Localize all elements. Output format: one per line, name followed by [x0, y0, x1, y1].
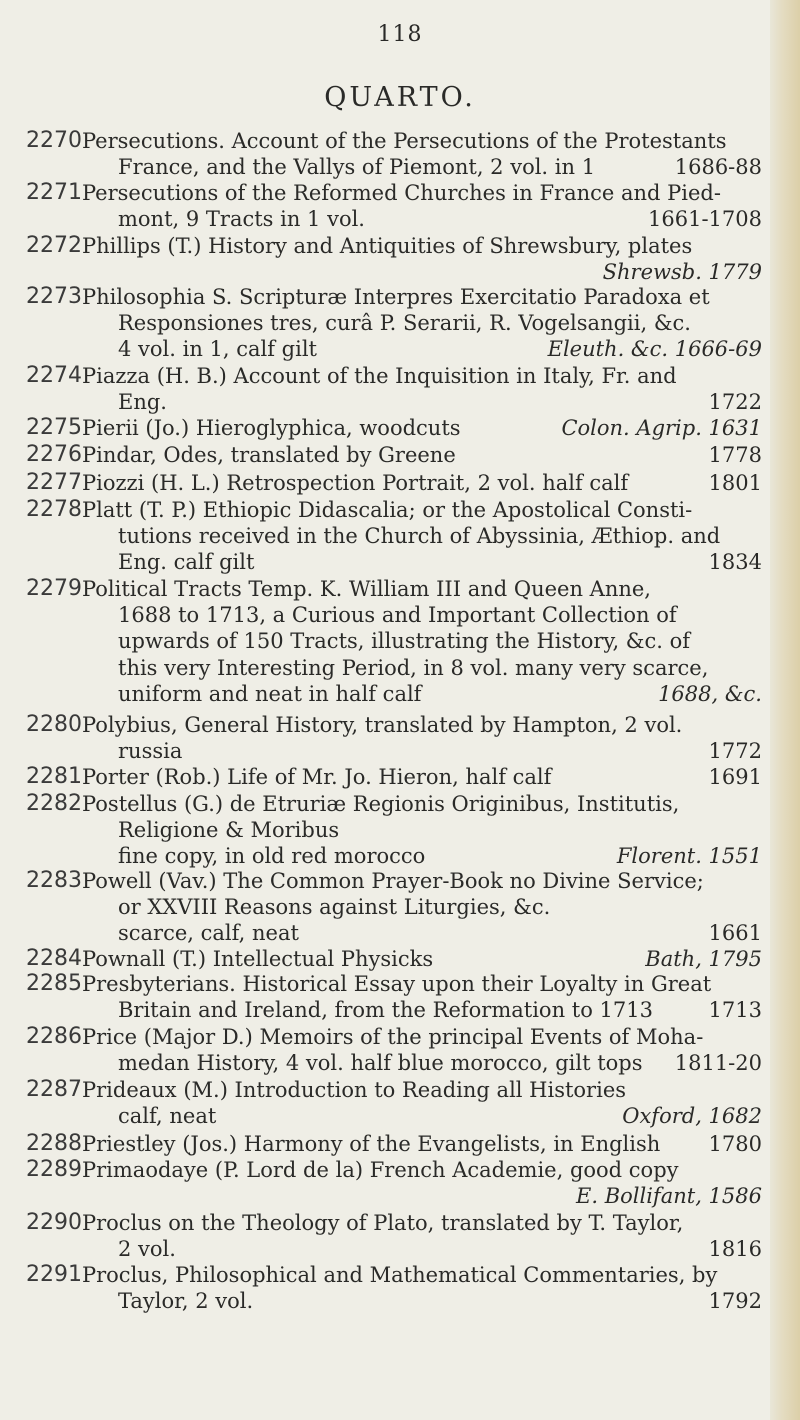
entry-text: Persecutions. Account of the Persecutions of the Protestants: [82, 129, 727, 153]
entry-text: mont, 9 Tracts in 1 vol.: [118, 207, 365, 232]
entry-line: [82, 764, 762, 790]
entry-number: 2284: [26, 946, 82, 971]
entry-line: [118, 628, 762, 654]
entry-number: 2279: [26, 576, 82, 601]
entry-line: [118, 1288, 762, 1314]
entry-line: [118, 206, 762, 232]
entry-text: Pierii (Jo.) Hieroglyphica, woodcuts: [82, 416, 461, 440]
entry-line: [82, 233, 762, 259]
entry-imprint: 1772: [708, 739, 762, 764]
entry-number: 2274: [26, 363, 82, 388]
entry-line: [82, 128, 762, 154]
entry-imprint: 1661: [708, 921, 762, 946]
entry-text: calf, neat: [118, 1104, 217, 1129]
entry-line: [118, 389, 762, 415]
entry-text: Powell (Vav.) The Common Prayer-Book no Divine Service;: [82, 869, 704, 893]
entry-imprint: 1780: [708, 1132, 762, 1156]
entry-number: 2280: [26, 712, 82, 737]
entry-number: 2276: [26, 442, 82, 467]
entry-number: 2271: [26, 180, 82, 205]
entry-imprint: Eleuth. &c. 1666-69: [547, 337, 762, 362]
entry-number: 2289: [26, 1157, 82, 1182]
entry-text: Phillips (T.) History and Antiquities of Shrewsbury, plates: [82, 234, 693, 258]
entry-imprint: 1722: [708, 390, 762, 415]
entry-text: Political Tracts Temp. K. William III and Queen Anne,: [82, 577, 651, 601]
entry-line: [82, 946, 762, 972]
entry-line: [82, 712, 762, 738]
entry-line: [82, 868, 762, 894]
entry-text: Proclus, Philosophical and Mathematical Commentaries, by: [82, 1263, 718, 1287]
entry-line: [82, 1210, 762, 1236]
entry-line: [82, 442, 762, 468]
entry-text: Proclus on the Theology of Plato, translated by T. Taylor,: [82, 1211, 684, 1235]
entry-number: 2277: [26, 470, 82, 495]
entry-line: [82, 971, 762, 997]
entry-text: Platt (T. P.) Ethiopic Didascalia; or the Apostolical Consti-: [82, 498, 693, 522]
entry-imprint: 1816: [708, 1237, 762, 1262]
entry-text: Postellus (G.) de Etruriæ Regionis Originibus, Institutis,: [82, 792, 680, 816]
entry-imprint: Florent. 1551: [616, 844, 762, 869]
entry-text: Porter (Rob.) Life of Mr. Jo. Hieron, half calf: [82, 765, 552, 789]
entry-number: 2283: [26, 868, 82, 893]
entry-text: Polybius, General History, translated by Hampton, 2 vol.: [82, 713, 683, 737]
entry-imprint: E. Bollifant, 1586: [576, 1184, 762, 1209]
entry-text: medan History, 4 vol. half blue morocco, gilt tops: [118, 1051, 643, 1076]
entry-text: uniform and neat in half calf: [118, 681, 422, 706]
entry-text: Eng. calf gilt: [118, 550, 255, 575]
entry-imprint: 1713: [708, 998, 762, 1023]
page-edge: [770, 0, 800, 1420]
entry-text: Piazza (H. B.) Account of the Inquisition in Italy, Fr. and: [82, 364, 677, 388]
entry-line: [118, 817, 762, 843]
entry-imprint: 1686-88: [674, 155, 762, 180]
entry-text: Eng.: [118, 390, 167, 415]
entry-line: [82, 470, 762, 496]
entry-text: Pownall (T.) Intellectual Physicks: [82, 947, 434, 971]
entry-imprint: Oxford, 1682: [622, 1104, 762, 1129]
entry-number: 2285: [26, 971, 82, 996]
entry-number: 2273: [26, 284, 82, 309]
entry-imprint: 1811-20: [674, 1051, 762, 1076]
entry-number: 2282: [26, 791, 82, 816]
entry-line: [82, 180, 762, 206]
entry-text: fine copy, in old red morocco: [118, 844, 426, 869]
entry-imprint: Shrewsb. 1779: [602, 260, 762, 285]
entry-imprint: 1792: [708, 1289, 762, 1314]
entry-line: [118, 523, 762, 549]
entry-line: [82, 284, 762, 310]
entry-number: 2287: [26, 1077, 82, 1102]
entry-line: [118, 602, 762, 628]
entry-text: 4 vol. in 1, calf gilt: [118, 337, 317, 362]
entry-line: [82, 363, 762, 389]
entry-line: [118, 920, 762, 946]
entry-number: 2286: [26, 1024, 82, 1049]
entry-text: Britain and Ireland, from the Reformation to 1713: [118, 998, 653, 1023]
entry-text: upwards of 150 Tracts, illustrating the History, &c. of: [118, 629, 691, 654]
entry-text: Primaodaye (P. Lord de la) French Academie, good copy: [82, 1158, 679, 1182]
entry-line: [82, 576, 762, 602]
entry-text: Religione & Moribus: [118, 818, 340, 843]
entry-line: [118, 997, 762, 1023]
entry-line: [82, 1131, 762, 1157]
entry-number: 2288: [26, 1131, 82, 1156]
entry-imprint: 1661-1708: [648, 207, 762, 232]
entry-text: Piozzi (H. L.) Retrospection Portrait, 2 vol. half calf: [82, 471, 629, 495]
entry-number: 2290: [26, 1210, 82, 1235]
entry-line: [118, 336, 762, 362]
entry-text: Presbyterians. Historical Essay upon their Loyalty in Great: [82, 972, 712, 996]
entry-line: [118, 1183, 762, 1209]
entry-text: Taylor, 2 vol.: [118, 1289, 254, 1314]
entry-text: tutions received in the Church of Abyssinia, Æthiop. and: [118, 524, 721, 549]
entry-text: Philosophia S. Scripturæ Interpres Exercitatio Paradoxa et: [82, 285, 710, 309]
page-number: 118: [377, 22, 423, 47]
entry-number: 2291: [26, 1262, 82, 1287]
entry-line: [118, 738, 762, 764]
entry-line: [118, 894, 762, 920]
running-head: QUARTO.: [324, 82, 476, 113]
entry-number: 2275: [26, 415, 82, 440]
entry-line: [118, 1236, 762, 1262]
entry-text: or XXVIII Reasons against Liturgies, &c.: [118, 895, 551, 920]
entry-line: [118, 310, 762, 336]
entry-text: 1688 to 1713, a Curious and Important Collection of: [118, 603, 677, 628]
entry-line: [118, 1103, 762, 1129]
entry-number: 2278: [26, 497, 82, 522]
entry-line: [82, 1262, 762, 1288]
entry-line: [118, 681, 762, 707]
entry-imprint: 1688, &c.: [658, 681, 762, 706]
entry-line: [118, 259, 762, 285]
entry-line: [82, 1157, 762, 1183]
entry-text: 2 vol.: [118, 1237, 176, 1262]
entry-imprint: Colon. Agrip. 1631: [561, 416, 762, 440]
entry-imprint: 1801: [708, 471, 762, 495]
entry-imprint: 1834: [708, 550, 762, 575]
entry-imprint: Bath, 1795: [645, 947, 762, 971]
entry-text: russia: [118, 739, 183, 764]
entry-line: [118, 549, 762, 575]
entry-line: [82, 1024, 762, 1050]
entry-line: [82, 1077, 762, 1103]
entry-text: Priestley (Jos.) Harmony of the Evangelists, in English: [82, 1132, 661, 1156]
entry-number: 2270: [26, 128, 82, 153]
entry-text: Pindar, Odes, translated by Greene: [82, 443, 456, 467]
entry-text: Price (Major D.) Memoirs of the principal Events of Moha-: [82, 1025, 704, 1049]
entry-text: Persecutions of the Reformed Churches in France and Pied-: [82, 181, 721, 205]
entry-text: Prideaux (M.) Introduction to Reading all Histories: [82, 1078, 627, 1102]
entry-number: 2281: [26, 764, 82, 789]
entry-line: [82, 415, 762, 441]
entry-text: Responsiones tres, curâ P. Serarii, R. Vogelsangii, &c.: [118, 311, 691, 336]
entry-number: 2272: [26, 233, 82, 258]
entry-line: [82, 497, 762, 523]
entry-line: [118, 843, 762, 869]
entry-text: France, and the Vallys of Piemont, 2 vol. in 1: [118, 155, 596, 180]
entry-line: [82, 791, 762, 817]
entry-line: [118, 154, 762, 180]
entry-text: this very Interesting Period, in 8 vol. many very scarce,: [118, 655, 709, 680]
entry-imprint: 1778: [708, 443, 762, 467]
entry-line: [118, 655, 762, 681]
entry-line: [118, 1050, 762, 1076]
entry-imprint: 1691: [708, 765, 762, 789]
entry-text: scarce, calf, neat: [118, 921, 299, 946]
